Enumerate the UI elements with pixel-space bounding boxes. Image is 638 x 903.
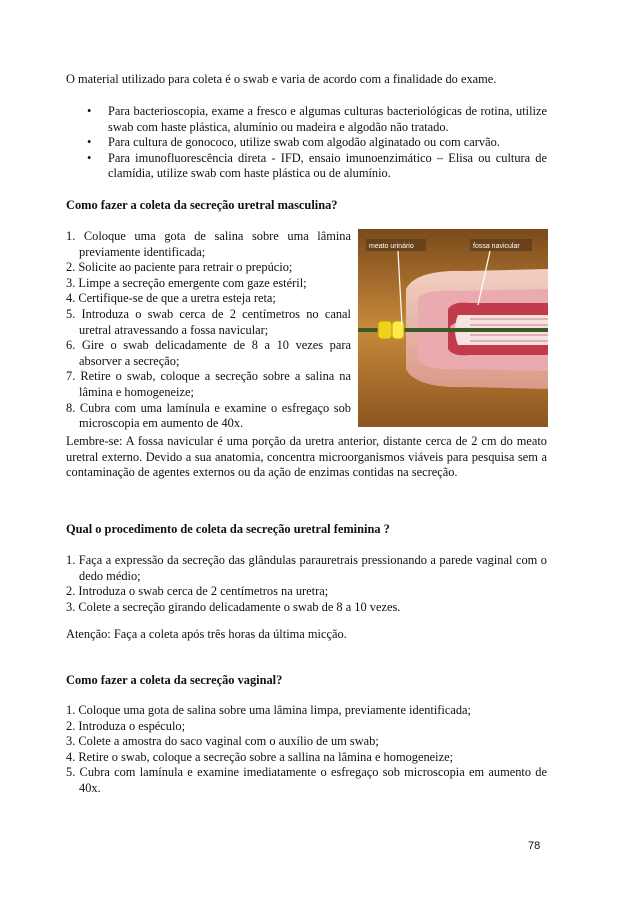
vaginal-steps-list [66, 703, 547, 797]
list-item: 5. Introduza o swab cerca de 2 centímetros no canal uretral atravessando a fossa navicular; [66, 306, 351, 337]
list-item: 3. Limpe a secreção emergente com gaze estéril; [66, 275, 307, 290]
bullet-icon: • [87, 150, 92, 165]
bullet-item [66, 135, 547, 151]
list-item: 2. Solicite ao paciente para retrair o prepúcio; [66, 260, 293, 275]
male-steps-list [66, 229, 351, 432]
page-number: 78 [528, 840, 541, 852]
image-label-fossa: fossa navicular [473, 243, 520, 250]
vaginal-section-heading: Como fazer a coleta da secreção vaginal? [66, 673, 283, 687]
list-item: 4. Retire o swab, coloque a secreção sobre a sallina na lâmina e homogeneize; [66, 749, 454, 764]
male-note-paragraph: Lembre-se: A fossa navicular é uma porção da uretra anterior, distante cerca de 2 cm do meato uretral externo. Devido a sua anatomia, concentra microorganismos viáveis para pesquisa sem a contaminação de agentes externos ou da ação de enzimas contidas na secreção. [66, 434, 547, 480]
list-item: 5. Cubra com lamínula e examine imediatamente o esfregaço sob microscopia em aumento de 40x. [66, 765, 547, 795]
bullet-text: Para bacterioscopia, exame a fresco e algumas culturas bacteriológicas de rotina, utilize swab com haste plástica, alumínio ou madeira e algodão não tratado. [108, 104, 547, 134]
bullet-text: Para cultura de gonococo, utilize swab com algodão alginatado ou com carvão. [108, 135, 500, 150]
list-item: 7. Retire o swab, coloque a secreção sobre a salina na lâmina e homogeneize; [66, 369, 351, 399]
bullet-icon: • [87, 104, 92, 118]
bullet-list [66, 104, 547, 182]
list-item: 2. Introduza o espéculo; [66, 718, 186, 733]
list-item: 1. Coloque uma gota de salina sobre uma lâmina previamente identificada; [66, 229, 351, 259]
bullet-text: Para imunofluorescência direta - IFD, ensaio imunoenzimático – Elisa ou cultura de clamídia, utilize swab com haste plástica ou de alumínio. [108, 150, 547, 181]
image-label-meatus: meato urinário [369, 243, 414, 250]
intro-paragraph: O material utilizado para coleta é o swab e varia de acordo com a finalidade do exame. [66, 72, 497, 86]
list-item: 3. Colete a secreção girando delicadamente o swab de 8 a 10 vezes. [66, 599, 401, 614]
list-item: 3. Colete a amostra do saco vaginal com o auxílio de um swab; [66, 734, 379, 749]
female-section-heading: Qual o procedimento de coleta da secreção uretral feminina ? [66, 522, 390, 536]
bullet-item [66, 151, 547, 182]
urethra-swab-illustration [358, 229, 548, 427]
list-item: 1. Coloque uma gota de salina sobre uma lâmina limpa, previamente identificada; [66, 703, 471, 717]
female-note-paragraph: Atenção: Faça a coleta após três horas da última micção. [66, 627, 347, 641]
list-item: 4. Certifique-se de que a uretra esteja reta; [66, 291, 276, 306]
male-section-heading: Como fazer a coleta da secreção uretral masculina? [66, 198, 338, 212]
bullet-item [66, 104, 547, 135]
bullet-icon: • [87, 135, 92, 150]
list-item: 6. Gire o swab delicadamente de 8 a 10 vezes para absorver a secreção; [66, 338, 351, 368]
list-item: 8. Cubra com uma lamínula e examine o esfregaço sob microscopia em aumento de 40x. [66, 400, 351, 431]
list-item: 1. Faça a expressão da secreção das glândulas parauretrais pressionando a parede vaginal com o dedo médio; [66, 553, 547, 583]
list-item: 2. Introduza o swab cerca de 2 centímetros na uretra; [66, 584, 329, 599]
female-steps-list [66, 553, 547, 615]
